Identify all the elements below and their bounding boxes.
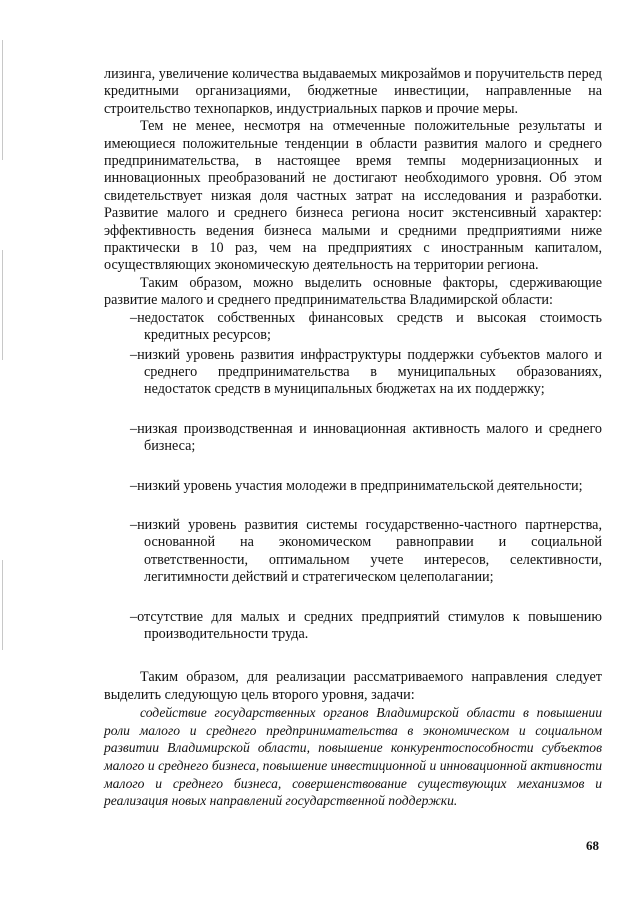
paragraph-factors-intro: Таким образом, можно выделить основные факторы, сдерживающие развитие малого и среднего предпринимательства Владимирской области:	[104, 274, 602, 309]
scan-margin-line-middle	[2, 250, 3, 360]
page-number: 68	[586, 838, 599, 853]
factor-item-productivity: –отсутствие для малых и средних предприятий стимулов к повышению производительности труда.	[130, 608, 602, 642]
factor-item-activity: –низкая производственная и инновационная активность малого и среднего бизнеса;	[130, 420, 602, 455]
paragraph-goal-intro: Таким образом, для реализации рассматриваемого направления следует выделить следующую цель второго уровня, задачи:	[104, 669, 602, 703]
scan-margin-line-top	[2, 40, 3, 160]
document-body	[104, 66, 602, 810]
scan-margin-line-bottom	[2, 560, 3, 650]
factor-item-infrastructure: –низкий уровень развития инфраструктуры поддержки субъектов малого и среднего предпринимательства в муниципальных образованиях, недостаток средств в муниципальных бюджетах на их поддержку;	[130, 346, 602, 398]
factor-item-partnership: –низкий уровень развития системы государственно-частного партнерства, основанной на экономическом равноправии и социальной ответственности, оптимальном учете интересов, селективности, легитимности действий и стратегическом целеполагании;	[130, 516, 602, 586]
paragraph-intro-continuation: лизинга, увеличение количества выдаваемых микрозаймов и поручительств перед кредитными организациями, бюджетные инвестиции, направленные на строительство технопарков, индустриальных парков и прочие меры.	[104, 66, 602, 117]
factor-item-finance: –недостаток собственных финансовых средств и высокая стоимость кредитных ресурсов;	[130, 309, 602, 344]
paragraph-problems: Тем не менее, несмотря на отмеченные положительные результаты и имеющиеся положительные тенденции в области развития малого и среднего предпринимательства, в настоящее время темпы модернизационных и инновационных преобразований не достигают необходимого уровня. Об этом свидетельствует низкая доля частных затрат на исследования и разработки. Развитие малого и среднего бизнеса региона носит экстенсивный характер: эффективность ведения бизнеса малыми и средними предприятиями ниже практически в 10 раз, чем на предприятиях с иностранным капиталом, осуществляющих экономическую деятельность на территории региона.	[104, 118, 602, 274]
paragraph-goal-italic: содействие государственных органов Владимирской области в повышении роли малого и среднего предпринимательства в экономическом и социальном развитии Владимирской области, повышение конкурентоспособности субъектов малого и среднего бизнеса, повышение инвестиционной и инновационной активности малого и среднего бизнеса, совершенствование существующих механизмов и реализация новых направлений государственной поддержки.	[104, 705, 602, 809]
factor-item-youth: –низкий уровень участия молодежи в предпринимательской деятельности;	[130, 477, 583, 494]
